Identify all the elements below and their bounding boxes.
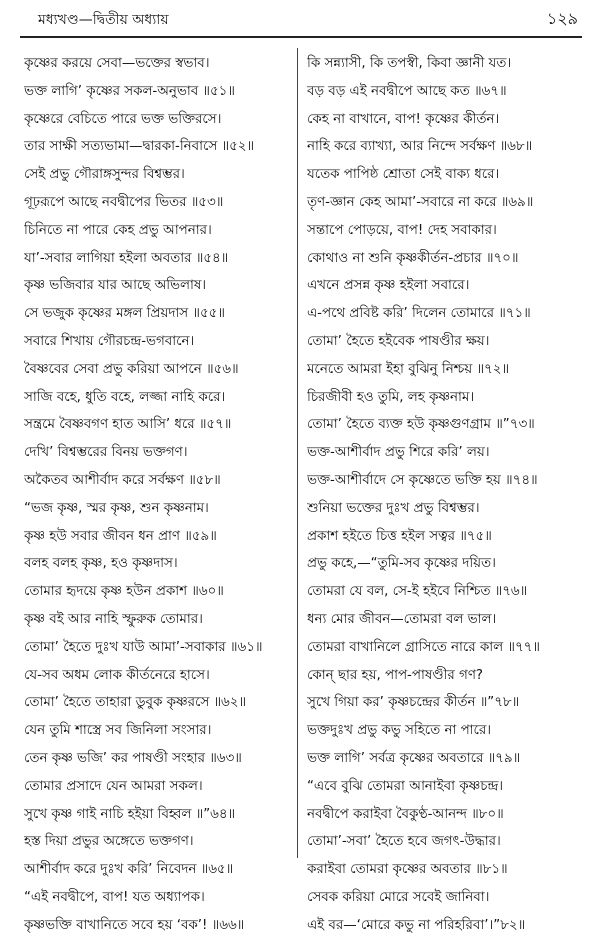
verse-line: যেন তুমি শাস্ত্রে সব জিনিলা সংসার। — [24, 723, 212, 739]
verse-line: সেই প্রভু গৌরাঙ্গসুন্দর বিশ্বম্ভর। — [24, 167, 185, 183]
verse-line: চিনিতে না পারে কেহ প্রভু আপনার। — [24, 222, 212, 238]
verse-line: তোমা’-সবা’ হৈতে হবে জগৎ-উদ্ধার। — [307, 834, 501, 850]
verse-line: এ-পথে প্রবিষ্ট করি’ দিলেন তোমারে ॥৭১॥ — [307, 306, 531, 322]
verse-line: বৈষ্ণবের সেবা প্রভু করিয়া আপনে ॥৫৬॥ — [24, 361, 239, 377]
verse-line: বলহ বলহ কৃষ্ণ, হও কৃষ্ণদাস। — [24, 556, 178, 572]
verse-line: সন্ত্রমে বৈষ্ণবগণ হাত আসি’ ধরে ॥৫৭॥ — [24, 417, 232, 433]
verse-line: শুনিয়া ভক্তের দুঃখ প্রভু বিশ্বম্ভর। — [307, 500, 480, 516]
verse-line: আশীর্বাদ করে দুঃখ করি’ নিবেদন ॥৬৫॥ — [24, 862, 234, 878]
verse-line: তেন কৃষ্ণ ভজি’ কর পাষণ্ডী সংহার ॥৬৩॥ — [24, 750, 242, 766]
verse-line: বড় বড় এই নবদ্বীপে আছে কত ॥৬৭॥ — [307, 83, 507, 99]
verse-line: নবদ্বীপে করাইবা বৈকুণ্ঠ-আনন্দ ॥৮০॥ — [307, 806, 504, 822]
verse-line: তার সাক্ষী সত্যভামা—দ্বারকা-নিবাসে ॥৫২॥ — [24, 139, 255, 155]
verse-line: ভক্ত লাগি’ কৃষ্ণের সকল-অনুভাব ॥৫১॥ — [24, 83, 235, 99]
verse-line: যা’-সবার লাগিয়া হইলা অবতার ॥৫৪॥ — [24, 250, 229, 266]
page-number: ১২৯ — [546, 9, 578, 28]
verse-line: যতেক পাপিষ্ঠ শ্রোতা সেই বাক্য ধরে। — [307, 167, 500, 183]
verse-line: ভক্ত লাগি’ সর্বত্র কৃষ্ণের অবতারে ॥৭৯॥ — [307, 750, 521, 766]
left-column — [24, 50, 296, 940]
chapter-title: মধ্যখণ্ড—দ্বিতীয় অধ্যায় — [38, 12, 169, 28]
right-column — [307, 50, 579, 940]
verse-line: তোমা’ হৈতে দুঃখ যাউ আমা’-সবাকার ॥৬১॥ — [24, 639, 263, 655]
verse-line: প্রভু কহে,—“তুমি-সব কৃষ্ণের দয়িত। — [307, 556, 496, 572]
verse-line: তোমার হৃদয়ে কৃষ্ণ হউন প্রকাশ ॥৬০॥ — [24, 584, 224, 600]
verse-line: কৃষ্ণেরে বেচিতে পারে ভক্ত ভক্তিরসে। — [24, 111, 222, 127]
verse-line: গূঢ়রূপে আছে নবদ্বীপের ভিতর ॥৫৩॥ — [24, 194, 224, 210]
verse-line: করাইবা তোমরা কৃষ্ণের অবতার ॥৮১॥ — [307, 862, 508, 878]
running-header — [20, 8, 582, 38]
verse-line: তোমরা যে বল, সে-ই হইবে নিশ্চিত ॥৭৬॥ — [307, 584, 528, 600]
verse-line: সন্তাপে পোড়য়ে, বাপ! দেহ সবাকার। — [307, 222, 497, 238]
verse-line: ভক্ত-আশীর্বাদ প্রভু শিরে করি’ লয়। — [307, 445, 490, 461]
verse-line: তোমা’ হৈতে ব্যক্ত হউ কৃষ্ণগুণগ্রাম ॥”৭৩॥ — [307, 417, 535, 433]
verse-line: তোমা’ হৈতে হইবেক পাষণ্ডীর ক্ষয়। — [307, 333, 490, 349]
verse-line: তোমরা বাখানিলে গ্রাসিতে নারে কাল ॥৭৭॥ — [307, 639, 540, 655]
verse-line: কৃষ্ণ বই আর নাহি স্ফুরুক তোমার। — [24, 611, 203, 627]
verse-line: সুখে কৃষ্ণ গাই নাচি হইয়া বিহ্বল ॥”৬৪॥ — [24, 806, 236, 822]
verse-line: তৃণ-জ্ঞান কেহ আমা’-সবারে না করে ॥৬৯॥ — [307, 194, 534, 210]
verse-line: সবারে শিখায় গৌরচন্দ্র-ভগবানে। — [24, 333, 195, 349]
verse-line: সেবক করিয়া মোরে সবেই জানিবা। — [307, 889, 490, 905]
verse-line: “এই নবদ্বীপে, বাপ! যত অধ্যাপক। — [24, 889, 205, 905]
verse-line: এখনে প্রসন্ন কৃষ্ণ হইলা সবারে। — [307, 278, 470, 294]
verse-line: দেখি’ বিশ্বম্ভরের বিনয় ভক্তগণ। — [24, 445, 188, 461]
verse-line: কৃষ্ণ ভজিবার যার আছে অভিলাষ। — [24, 278, 207, 294]
verse-line: কেহ না বাখানে, বাপ! কৃষ্ণের কীর্তন। — [307, 111, 500, 127]
verse-line: কৃষ্ণের করয়ে সেবা—ভক্তের স্বভাব। — [24, 56, 210, 71]
verse-line: সাজি বহে, ধুতি বহে, লজ্জা নাহি করে। — [24, 389, 226, 405]
verse-line: প্রকাশ হইতে চিত্ত হইল সত্বর ॥৭৫॥ — [307, 528, 492, 544]
verse-line: কোথাও না শুনি কৃষ্ণকীর্তন-প্রচার ॥৭০॥ — [307, 250, 519, 266]
verse-line: হস্ত দিয়া প্রভুর অঙ্গেতে ভক্তগণ। — [24, 834, 194, 850]
verse-line: তোমার প্রসাদে যেন আমরা সকল। — [24, 778, 203, 794]
verse-line: “ভজ কৃষ্ণ, স্মর কৃষ্ণ, শুন কৃষ্ণনাম। — [24, 500, 209, 516]
verse-line: কি সন্ন্যাসী, কি তপস্বী, কিবা জ্ঞানী যত। — [307, 56, 512, 71]
verse-line: সুখে গিয়া কর’ কৃষ্ণচন্দ্রের কীর্তন ॥”৭৮॥ — [307, 695, 520, 711]
verse-line: ভক্ত-আশীর্বাদে সে কৃষ্ণেতে ভক্তি হয় ॥৭৪॥ — [307, 472, 538, 488]
verse-line: ভক্তদুঃখ প্রভু কভু সহিতে না পারে। — [307, 723, 492, 739]
verse-line: চিরজীবী হও তুমি, লহ কৃষ্ণনাম। — [307, 389, 475, 405]
verse-line: সে ভজুক কৃষ্ণের মঙ্গল প্রিয়দাস ॥৫৫॥ — [24, 306, 225, 322]
verse-line: ধন্য মোর জীবন—তোমরা বল ভাল। — [307, 611, 497, 627]
verse-line: অকৈতব আশীর্বাদ করে সর্বক্ষণ ॥৫৮॥ — [24, 472, 221, 488]
verse-line: এই বর—‘মোরে কভু না পরিহরিবা’।”৮২॥ — [307, 917, 526, 933]
verse-line: কৃষ্ণ হউ সবার জীবন ধন প্রাণ ॥৫৯॥ — [24, 528, 217, 544]
verse-line: কৃষ্ণভক্তি বাখানিতে সবে হয় ‘বক’! ॥৬৬॥ — [24, 917, 245, 933]
verse-line: তোমা’ হৈতে তাহারা ডুবুক কৃষ্ণরসে ॥৬২॥ — [24, 695, 247, 711]
verse-line: কোন্ ছার হয়, পাপ-পাষণ্ডীর গণ? — [307, 667, 484, 683]
verse-line: যে-সব অধম লোক কীর্তনেরে হাসে। — [24, 667, 210, 683]
verse-line: নাহি করে ব্যাখ্যা, আর নিন্দে সর্বক্ষণ ॥৬৮॥ — [307, 139, 533, 155]
verse-line: “এবে বুঝি তোমরা আনাইবা কৃষ্ণচন্দ্র। — [307, 778, 504, 794]
column-divider — [297, 48, 298, 858]
verse-line: মনেতে আমরা ইহা বুঝিনু নিশ্চয় ॥৭২॥ — [307, 361, 510, 377]
